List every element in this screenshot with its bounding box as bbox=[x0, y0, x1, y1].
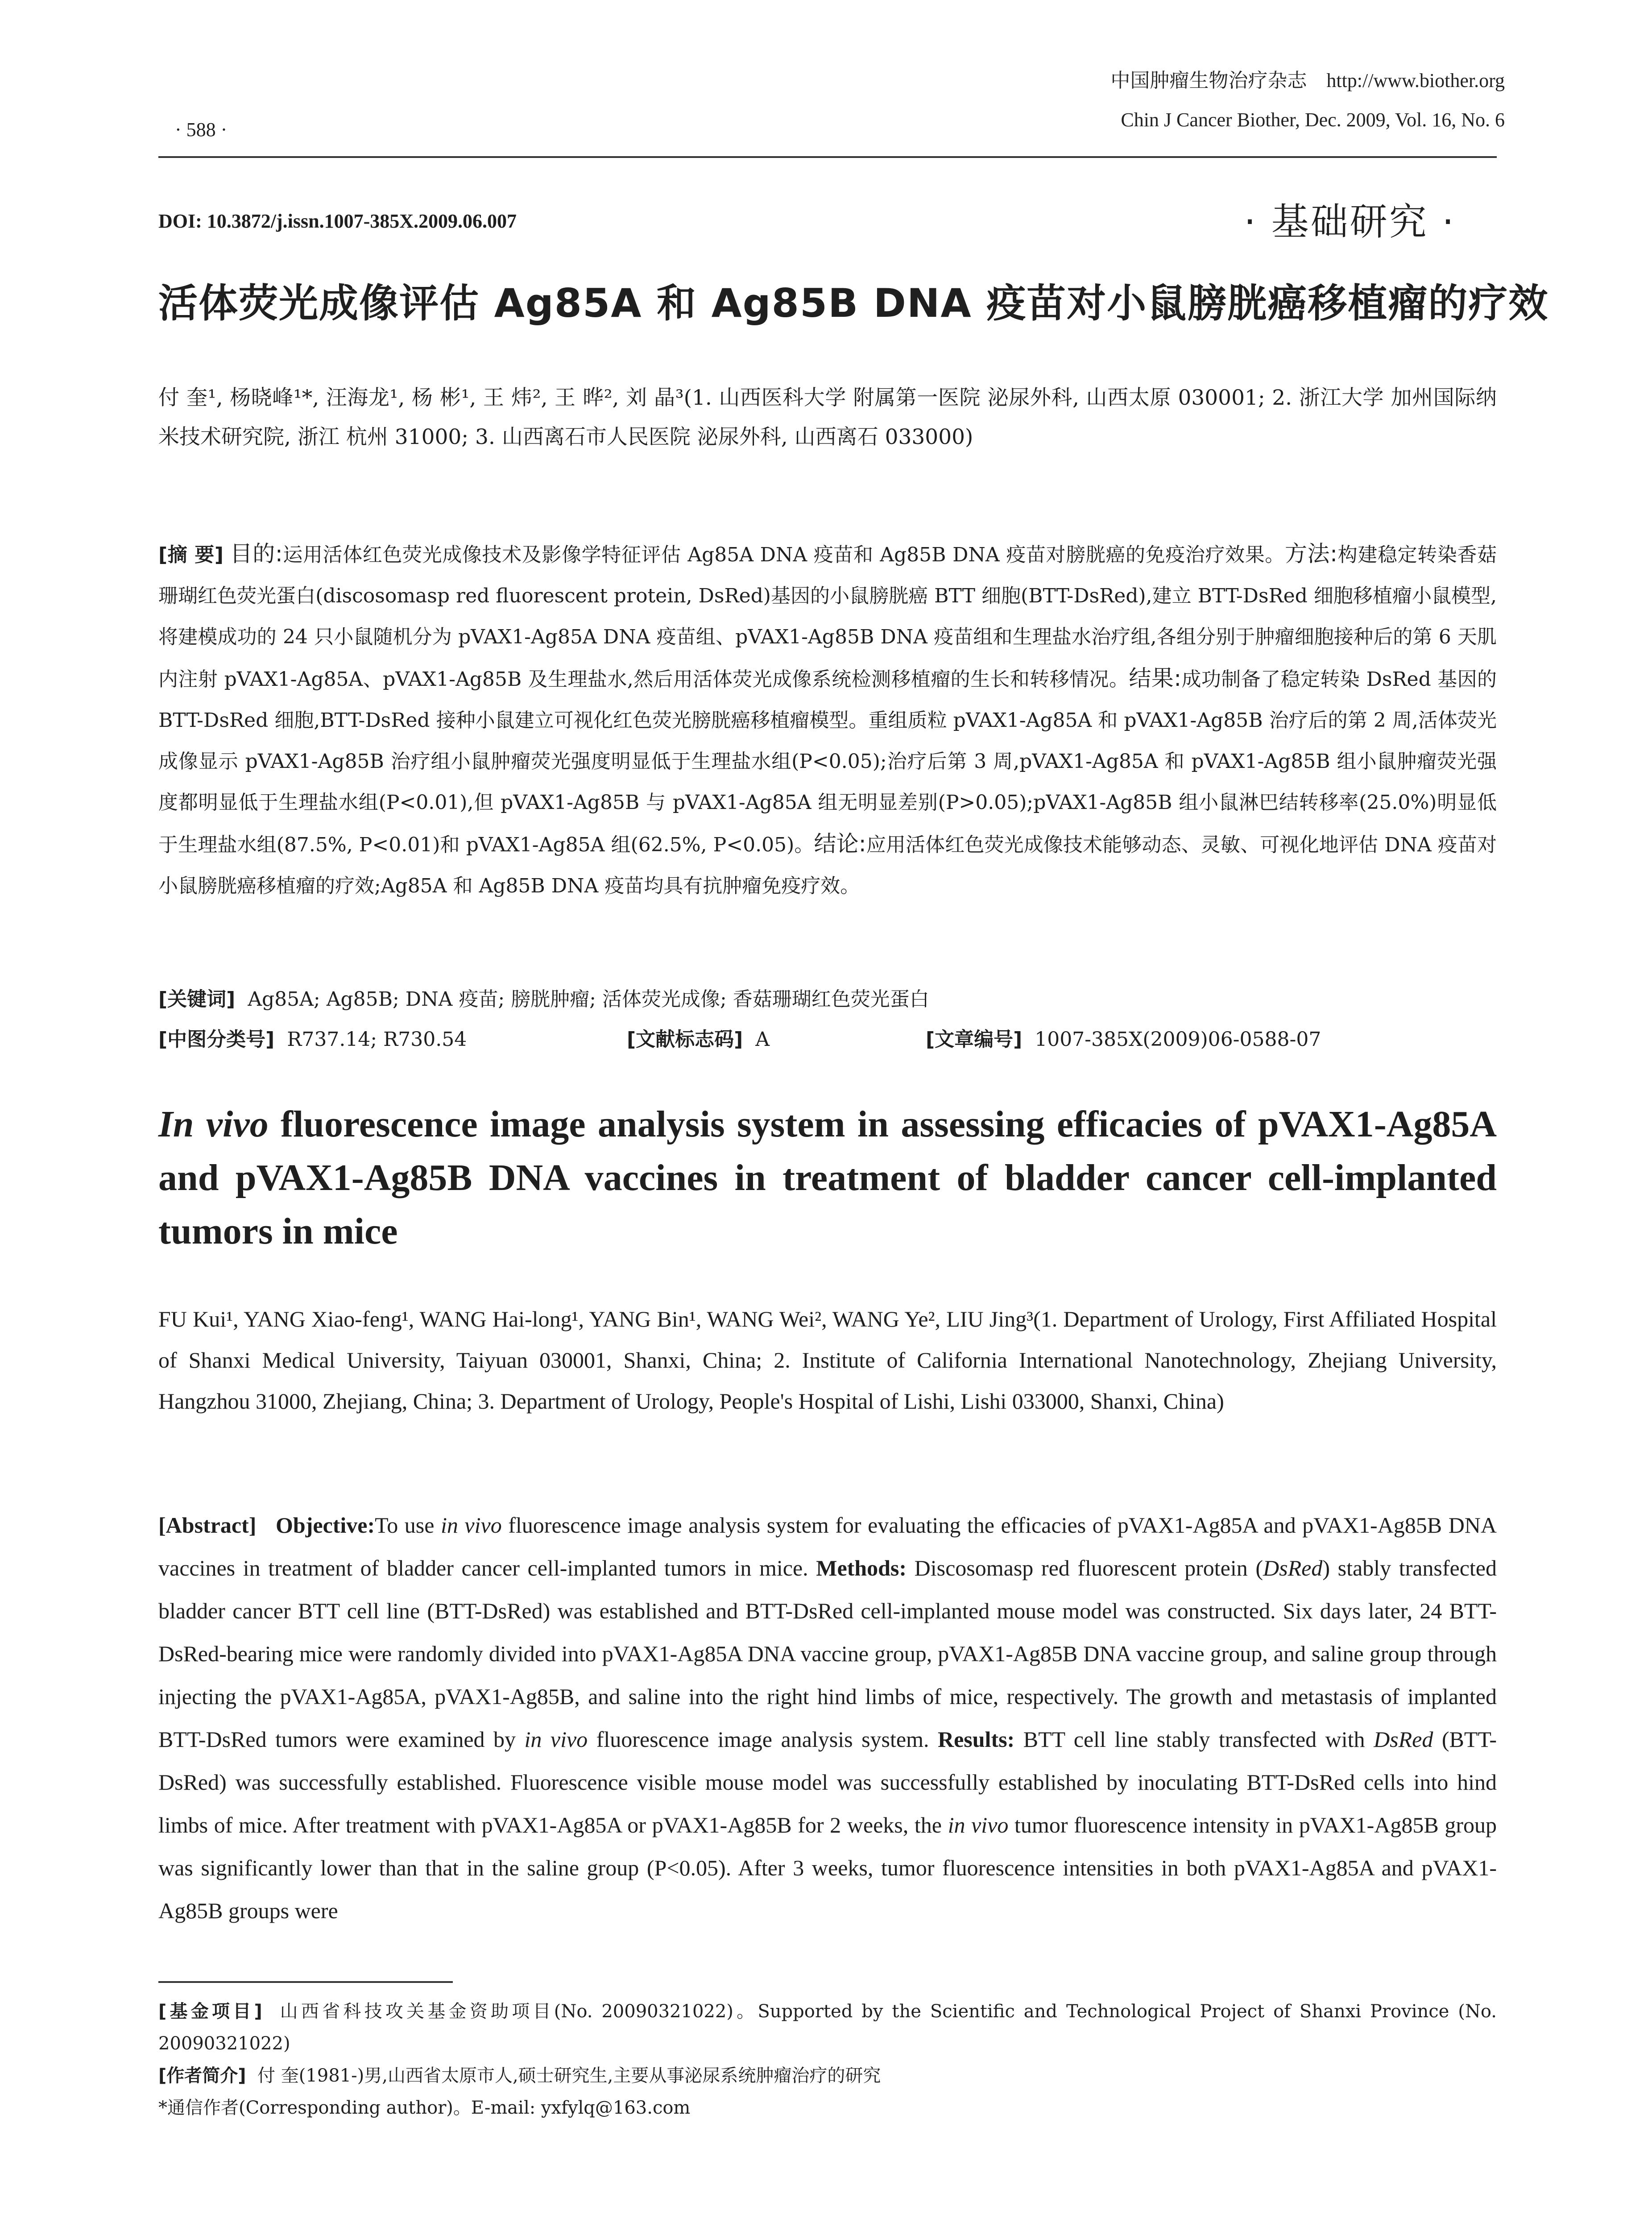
article-no-label: [文章编号] bbox=[926, 1028, 1023, 1051]
authors-cn: 付 奎¹, 杨晓峰¹*, 汪海龙¹, 杨 彬¹, 王 炜², 王 晔², 刘 晶³(1. 山西医科大学 附属第一医院 泌尿外科, 山西太原 030001; 2. 浙江大学 加州国际纳米技术研究院, 浙江 杭州 31000; 3. 山西离石市人民医院 泌尿外科, 山西离石 033000) bbox=[158, 386, 1497, 449]
abstract-en-label: [Abstract] bbox=[158, 1513, 257, 1538]
page-number: · 588 · bbox=[175, 119, 228, 141]
title-en bbox=[158, 1098, 1497, 1258]
authors-en: FU Kui¹, YANG Xiao-feng¹, WANG Hai-long¹, YANG Bin¹, WANG Wei², WANG Ye², LIU Jing³(1. Department of Urology, First Affiliated Hospital of Shanxi Medical University, Taiyuan 030001, Shanxi, China; 2. Institute of California International Nanotechnology, Zhejiang University, Hangzhou 31000, Zhejiang, China; 3. Department of Urology, People's Hospital of Lishi, Lishi 033000, Shanxi, China) bbox=[158, 1306, 1497, 1414]
results-en-e: tumor fluorescence intensity in pVAX1-Ag85B group was significantly lower than that in the saline group (P<0.05). After 3 weeks, tumor fluorescence intensities in both pVAX1-Ag85A and pVAX1-Ag85B groups were bbox=[158, 1812, 1497, 1923]
results-label-en: Results: bbox=[937, 1727, 1015, 1752]
results-en-italic-1: DsRed bbox=[1374, 1727, 1433, 1752]
abstract-cn bbox=[158, 533, 1497, 907]
clc-code: R737.14; R730.54 bbox=[287, 1028, 467, 1051]
fund-note bbox=[158, 1995, 1497, 2060]
author-note bbox=[158, 2060, 1497, 2092]
methods-label-en: Methods: bbox=[816, 1555, 907, 1580]
doc-code: A bbox=[755, 1028, 770, 1051]
results-cn: 成功制备了稳定转染 DsRed 基因的 BTT-DsRed 细胞,BTT-DsRed 接种小鼠建立可视化红色荧光膀胱癌移植瘤模型。重组质粒 pVAX1-Ag85A 和 pVAX1-Ag85B 治疗后的第 2 周,活体荧光成像显示 pVAX1-Ag85B 治疗组小鼠肿瘤荧光强度明显低于生理盐水组(P<0.05);治疗后第 3 周,pVAX1-Ag85A 和 pVAX1-Ag85B 组小鼠肿瘤荧光强度都明显低于生理盐水组(P<0.01),但 pVAX1-Ag85B 与 pVAX1-Ag85A 组无明显差别(P>0.05);pVAX1-Ag85B 组小鼠淋巴结转移率(25.0%)明显低于生理盐水组(87.5%, P<0.01)和 pVAX1-Ag85A 组(62.5%, P<0.05)。 bbox=[158, 668, 1497, 856]
corresponding-note[interactable]: *通信作者(Corresponding author)。E-mail: yxfylq@163.com bbox=[158, 2098, 691, 2118]
running-header-line1 bbox=[1110, 68, 1505, 94]
results-en-italic-2: in vivo bbox=[948, 1812, 1009, 1837]
article-no: 1007-385X(2009)06-0588-07 bbox=[1035, 1028, 1321, 1051]
author-bio-label: [作者简介] bbox=[158, 2065, 246, 2086]
keywords-row bbox=[158, 986, 929, 1013]
objective-en-italic: in vivo bbox=[440, 1513, 502, 1538]
fund-label: [基金项目] bbox=[158, 2001, 262, 2022]
methods-en-c: ) stably transfected bladder cancer BTT cell line (BTT-DsRed) was established and BTT-DsRed cell-implanted mouse model was constructed. Six days later, 24 BTT-DsRed-bearing mice were randomly divided into pVAX1-Ag85A DNA vaccine group, pVAX1-Ag85B DNA vaccine group, and saline group through injecting the pVAX1-Ag85A, pVAX1-Ag85B, and saline into the right hind limbs of mice, respectively. The growth and metastasis of implanted BTT-DsRed tumors were examined by bbox=[158, 1555, 1497, 1752]
title-en-italic: In vivo bbox=[158, 1103, 269, 1145]
objective-label-cn: 目的: bbox=[230, 541, 283, 567]
journal-citation: Chin J Cancer Biother, Dec. 2009, Vol. 16, No. 6 bbox=[1121, 109, 1505, 131]
footnotes bbox=[158, 1995, 1497, 2124]
title-en-rest: fluorescence image analysis system in assessing efficacies of pVAX1-Ag85A and pVAX1-Ag85B DNA vaccines in treatment of bladder cancer cell-implanted tumors in mice bbox=[158, 1103, 1497, 1252]
methods-en-italic-1: DsRed bbox=[1263, 1555, 1323, 1580]
doc-code-label: [文献标志码] bbox=[627, 1028, 743, 1051]
results-en-a: BTT cell line stably transfected with bbox=[1023, 1727, 1374, 1752]
clc-label: [中图分类号] bbox=[158, 1028, 275, 1051]
conclusion-cn: 应用活体红色荧光成像技术能够动态、灵敏、可视化地评估 DNA 疫苗对小鼠膀胱癌移植瘤的疗效;Ag85A 和 Ag85B DNA 疫苗均具有抗肿瘤免疫疗效。 bbox=[158, 834, 1497, 897]
doi[interactable]: DOI: 10.3872/j.issn.1007-385X.2009.06.007 bbox=[158, 210, 517, 232]
keywords: Ag85A; Ag85B; DNA 疫苗; 膀胱肿瘤; 活体荧光成像; 香菇珊瑚红色荧光蛋白 bbox=[248, 988, 929, 1011]
keywords-label: [关键词] bbox=[158, 988, 236, 1011]
objective-en-a: To use bbox=[375, 1513, 441, 1538]
author-bio-text: 付 奎(1981-)男,山西省太原市人,硕士研究生,主要从事泌尿系统肿瘤治疗的研究 bbox=[257, 2065, 881, 2086]
objective-label-en: Objective: bbox=[276, 1513, 375, 1538]
objective-en-c: fluorescence image analysis system for evaluating the efficacies of pVAX1-Ag85A and pVAX1-Ag85B DNA vaccines in treatment of bladder cancer cell-implanted tumors in mice. bbox=[158, 1513, 1497, 1580]
journal-name-cn: 中国肿瘤生物治疗杂志 bbox=[1110, 70, 1307, 91]
abstract-cn-label: [摘 要] bbox=[158, 543, 224, 566]
classification-row bbox=[158, 1026, 1497, 1053]
footnote-rule bbox=[158, 1981, 453, 1983]
abstract-en bbox=[158, 1504, 1497, 1932]
methods-en-a: Discosomasp red fluorescent protein ( bbox=[914, 1555, 1263, 1580]
results-en-c: (BTT-DsRed) was successfully established. Fluorescence visible mouse model was successfully established by inoculating BTT-DsRed cells into hind limbs of mice. After treatment with pVAX1-Ag85A or pVAX1-Ag85B for 2 weeks, the bbox=[158, 1727, 1497, 1837]
fund-text: 山西省科技攻关基金资助项目(No. 20090321022)。Supported by the Scientific and Technological Project of Shanxi Province (No. 20090321022) bbox=[158, 2001, 1497, 2054]
section-tag: · 基础研究 · bbox=[1244, 200, 1456, 244]
methods-label-cn: 方法: bbox=[1284, 541, 1338, 567]
results-label-cn: 结果: bbox=[1129, 665, 1182, 691]
conclusion-label-cn: 结论: bbox=[814, 831, 866, 857]
header-rule bbox=[158, 156, 1497, 158]
methods-en-e: fluorescence image analysis system. bbox=[588, 1727, 929, 1752]
objective-cn: 运用活体红色荧光成像技术及影像学特征评估 Ag85A DNA 疫苗和 Ag85B DNA 疫苗对膀胱癌的免疫治疗效果。 bbox=[282, 543, 1285, 566]
title-cn: 活体荧光成像评估 Ag85A 和 Ag85B DNA 疫苗对小鼠膀胱癌移植瘤的疗效 bbox=[158, 280, 1549, 326]
methods-cn: 构建稳定转染香菇珊瑚红色荧光蛋白(discosomasp red fluorescent protein, DsRed)基因的小鼠膀胱癌 BTT 细胞(BTT-DsRed),建立 BTT-DsRed 细胞移植瘤小鼠模型,将建模成功的 24 只小鼠随机分为 pVAX1-Ag85A DNA 疫苗组、pVAX1-Ag85B DNA 疫苗组和生理盐水治疗组,各组分别于肿瘤细胞接种后的第 6 天肌内注射 pVAX1-Ag85A、pVAX1-Ag85B 及生理盐水,然后用活体荧光成像系统检测移植瘤的生长和转移情况。 bbox=[158, 543, 1497, 691]
methods-en-italic-2: in vivo bbox=[524, 1727, 588, 1752]
journal-url[interactable]: http://www.biother.org bbox=[1326, 70, 1505, 91]
